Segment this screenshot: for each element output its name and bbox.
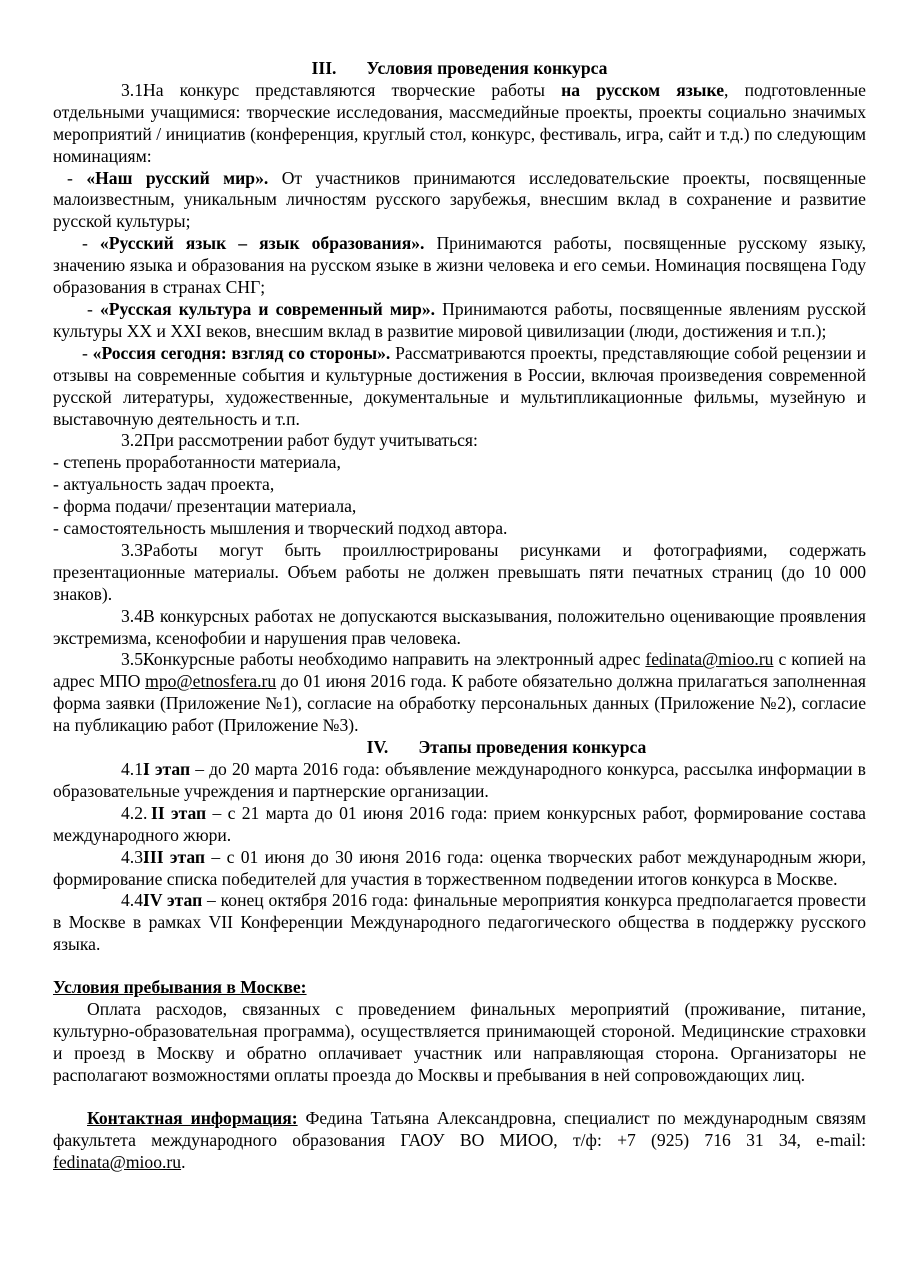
section-title: Условия проведения конкурса bbox=[366, 58, 608, 78]
stage-item: 4.1.I этап – до 20 марта 2016 года: объявление международного конкурса, рассылка информации в образовательные учреждения и партнерские организации. bbox=[53, 759, 866, 801]
nomination-item: - «Русский язык – язык образования». Принимаются работы, посвященные русскому языку, значению языка и образования на русском языке в жизни человека и его семьи. Номинация посвящена Году образования в странах СНГ; bbox=[53, 233, 866, 298]
criteria-item: - степень проработанности материала, bbox=[53, 452, 341, 473]
criteria-item: - самостоятельность мышления и творческий подход автора. bbox=[53, 518, 508, 539]
nomination-item: - «Наш русский мир». От участников принимаются исследовательские проекты, посвященные малоизвестным, уникальным личностям русского зарубежья, внесшим вклад в сохранение и развитие русской культуры; bbox=[53, 167, 866, 232]
moscow-paragraph: Оплата расходов, связанных с проведением финальных мероприятий (проживание, питание, культурно-образовательная программа), осуществляется принимающей стороной. Медицинские страховки и проезд в Москву и обратно оплачивает участник или направляющая сторона. Организаторы не располагают возможностями оплаты проезда до Москвы и пребывания в ней сопровождающих лиц. bbox=[53, 999, 866, 1085]
clause-number: 3.1. bbox=[121, 79, 148, 100]
moscow-heading: Условия пребывания в Москве: bbox=[53, 977, 307, 998]
stage-item: 4.2. II этап – с 21 марта до 01 июня 2016 года: прием конкурсных работ, формирование состава международного жюри. bbox=[53, 802, 866, 845]
section-number: III. bbox=[311, 58, 337, 78]
clause-number: 4.1. bbox=[121, 759, 148, 779]
section-title: Этапы проведения конкурса bbox=[418, 737, 647, 758]
email-link[interactable]: fedinata@mioo.ru bbox=[53, 1151, 182, 1172]
spacer bbox=[53, 956, 866, 977]
clause-number: 3.5. bbox=[121, 649, 148, 670]
clause-number: 3.4. bbox=[121, 605, 148, 626]
clause-number: 3.3. bbox=[121, 539, 148, 560]
stage-item: 4.4.IV этап – конец октября 2016 года: финальные мероприятия конкурса предполагается провести в Москве в рамках VII Конференции Международного педагогического общества в поддержку русского языка. bbox=[53, 890, 867, 955]
clause-number: 4.3. bbox=[121, 846, 148, 867]
section-3-heading bbox=[53, 58, 866, 80]
document-page bbox=[53, 58, 866, 1173]
criteria-item: - форма подачи/ презентации материала, bbox=[53, 496, 357, 517]
email-link[interactable]: fedinata@mioo.ru bbox=[645, 649, 774, 670]
clause-3-5: 3.5.Конкурсные работы необходимо направить на электронный адрес fedinata@mioo.ru с копией на адрес МПО mpo@etnosfera.ru до 01 июня 2016 года. К работе обязательно должна прилагаться заполненная форма заявки (Приложение №1), согласие на обработку персональных данных (Приложение №2), согласие на публикацию работ (Приложение №3). bbox=[53, 649, 866, 736]
clause-number: 4.2. bbox=[121, 802, 148, 823]
clause-number: 3.2. bbox=[121, 430, 148, 451]
spacer bbox=[53, 1087, 866, 1108]
contact-label: Контактная информация: bbox=[87, 1107, 298, 1128]
clause-3-4: 3.4.В конкурсных работах не допускаются высказывания, положительно оценивающие проявления экстремизма, ксенофобии и нарушения прав человека. bbox=[53, 605, 866, 648]
contact-paragraph: Контактная информация: Федина Татьяна Александровна, специалист по международным связям факультета международного образования ГАОУ ВО МИОО, т/ф: +7 (925) 716 31 34, e-mail: fedinata@mioo.ru. bbox=[53, 1107, 866, 1172]
nomination-item: - «Россия сегодня: взгляд со стороны». Рассматриваются проекты, представляющие собой рецензии и отзывы на современные события и культурные достижения в России, включая произведения современной русской литературы, художественные, документальные и мультипликационные фильмы, музейную и выставочную деятельность и т.п. bbox=[53, 342, 866, 429]
email-link[interactable]: mpo@etnosfera.ru bbox=[145, 671, 277, 692]
criteria-item: - актуальность задач проекта, bbox=[53, 474, 275, 495]
stage-item: 4.3.III этап – с 01 июня до 30 июня 2016 года: оценка творческих работ международным жюри, формирование списка победителей для участия в торжественном подведении итогов конкурса в Москве. bbox=[53, 846, 866, 889]
clause-3-2: 3.2.При рассмотрении работ будут учитываться: bbox=[53, 430, 866, 452]
clause-3-1: 3.1.На конкурс представляются творческие работы на русском языке, подготовленные отдельными учащимися: творческие исследования, массмедийные проекты, проекты социально значимых мероприятий / инициатив (конференция, круглый стол, конкурс, фестиваль, игра, сайт и т.д.) по следующим номинациям: bbox=[53, 79, 866, 166]
section-number: IV. bbox=[366, 737, 389, 758]
clause-number: 4.4. bbox=[121, 890, 148, 911]
clause-3-3: 3.3.Работы могут быть проиллюстрированы рисунками и фотографиями, содержать презентационные материалы. Объем работы не должен превышать пяти печатных страниц (до 10 000 знаков). bbox=[53, 539, 866, 604]
nomination-item: - «Русская культура и современный мир». Принимаются работы, посвященные явлениям русской культуры XX и XXI веков, внесшим вклад в развитие мировой цивилизации (люди, достижения и т.п.); bbox=[53, 298, 866, 341]
section-4-heading bbox=[53, 737, 866, 759]
